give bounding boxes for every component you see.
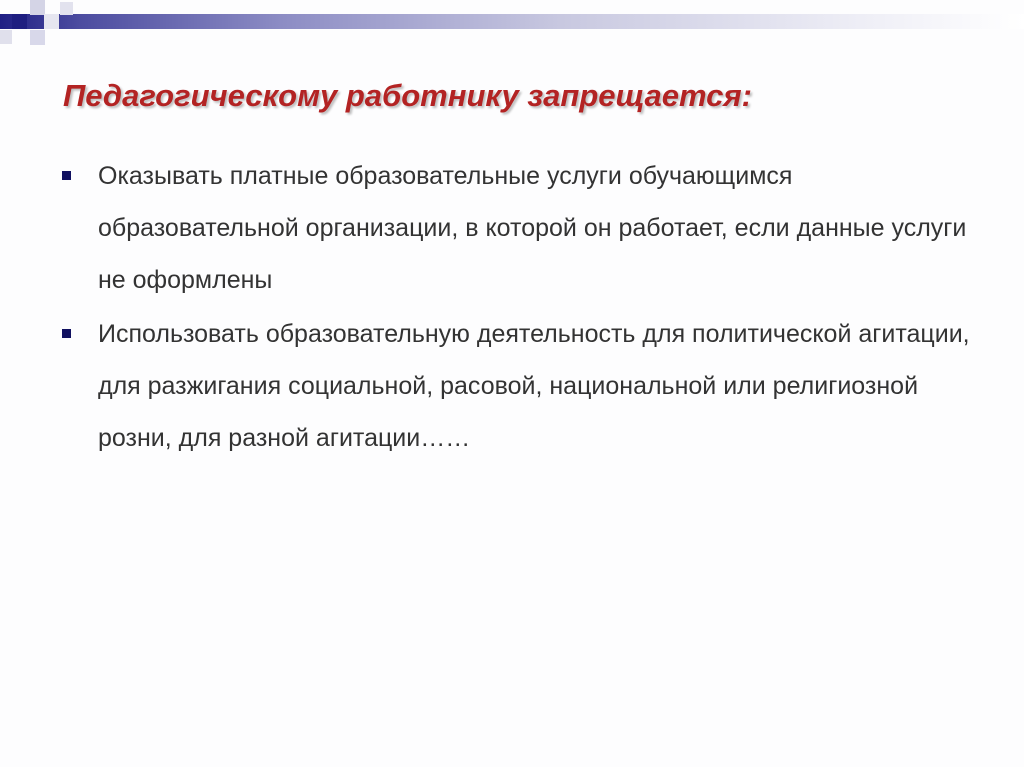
decorative-top-band [0,14,1024,29]
slide-title: Педагогическому работнику запрещается: [63,78,752,113]
decorative-square [30,30,45,45]
decorative-square [44,14,59,29]
decorative-square [0,30,12,44]
square-bullet-icon [62,171,71,180]
decorative-square [60,2,73,15]
list-item-text: Использовать образовательную деятельность для политической агитации, для разжигания социальной, расовой, национальной или религиозной розни, для разной агитации…… [98,320,970,452]
decorative-square [30,0,45,15]
list-item [60,150,980,306]
square-bullet-icon [62,329,71,338]
list-item-text: Оказывать платные образовательные услуги обучающимся образовательной организации, в которой он работает, если данные услуги не оформлены [98,162,967,294]
bullet-list [60,150,980,466]
decorative-square [12,14,27,29]
list-item [60,308,980,464]
